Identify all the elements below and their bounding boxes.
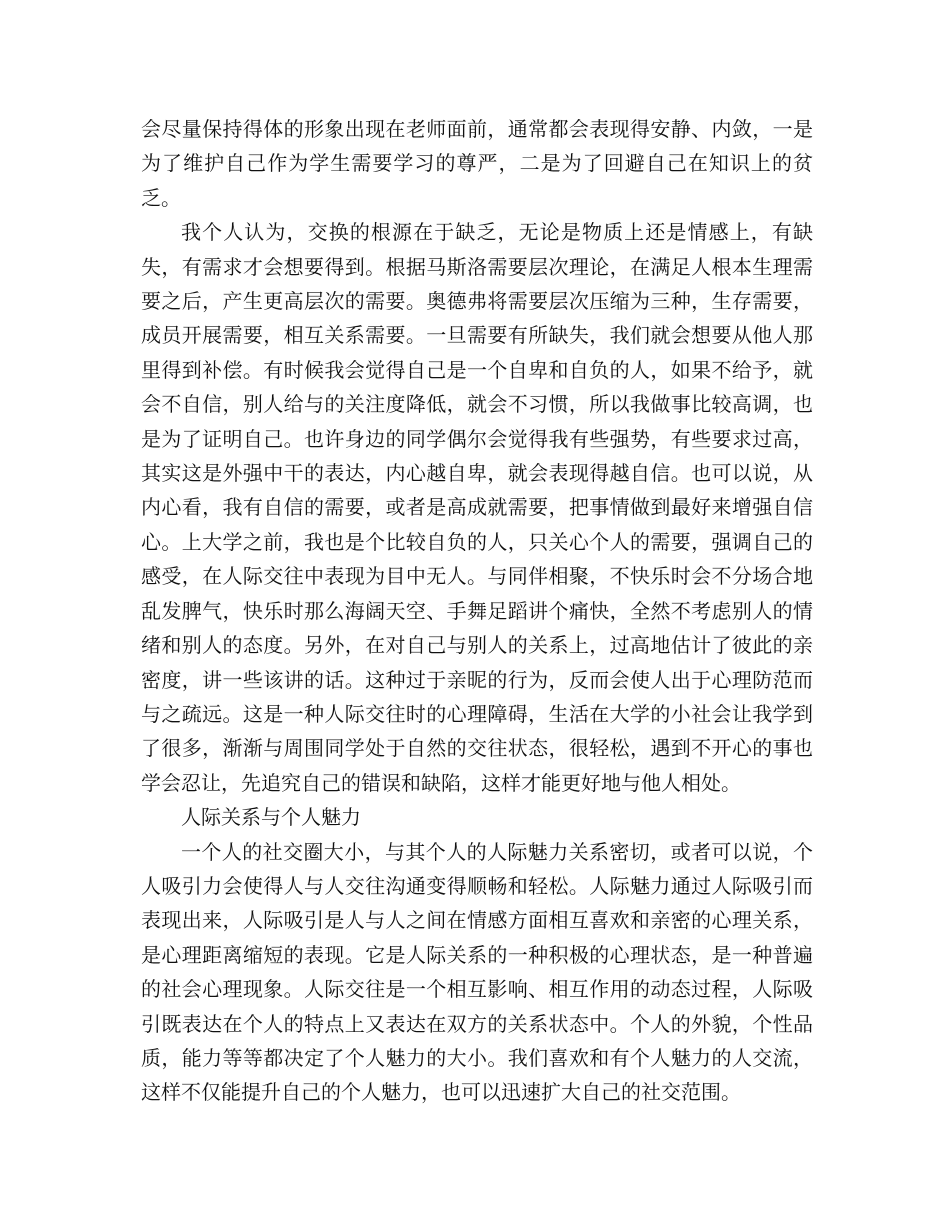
paragraph-personal-charm: 一个人的社交圈大小，与其个人的人际魅力关系密切，或者可以说，个人吸引力会使得人与人交往沟通变得顺畅和轻松。人际魅力通过人际吸引而表现出来，人际吸引是人与人之间在情感方面相互喜欢和亲密的心理关系，是心理距离缩短的表现。它是人际关系的一种积极的心理状态，是一种普遍的社会心理现象。人际交往是一个相互影响、相互作用的动态过程，人际吸引既表达在个人的特点上又表达在双方的关系状态中。个人的外貌，个性品质，能力等等都决定了个人魅力的大小。我们喜欢和有个人魅力的人交流，这样不仅能提升自己的个人魅力，也可以迅速扩大自己的社交范围。: [141, 839, 813, 1105]
paragraph-exchange-and-needs: 我个人认为，交换的根源在于缺乏，无论是物质上还是情感上，有缺失，有需求才会想要得到。根据马斯洛需要层次理论，在满足人根本生理需要之后，产生更高层次的需要。奥德弗将需要层次压缩为三种，生存需要，成员开展需要，相互关系需要。一旦需要有所缺失，我们就会想要从他人那里得到补偿。有时候我会觉得自己是一个自卑和自负的人，如果不给予，就会不自信，别人给与的关注度降低，就会不习惯，所以我做事比较高调，也是为了证明自己。也许身边的同学偶尔会觉得我有些强势，有些要求过高，其实这是外强中干的表达，内心越自卑，就会表现得越自信。也可以说，从内心看，我有自信的需要，或者是高成就需要，把事情做到最好来增强自信心。上大学之前，我也是个比较自负的人，只关心个人的需要，强调自己的感受，在人际交往中表现为目中无人。与同伴相聚，不快乐时会不分场合地乱发脾气，快乐时那么海阔天空、手舞足蹈讲个痛快，全然不考虑别人的情绪和别人的态度。另外，在对自己与别人的关系上，过高地估计了彼此的亲密度，讲一些该讲的话。这种过于亲昵的行为，反而会使人出于心理防范而与之疏远。这是一种人际交往时的心理障碍，生活在大学的小社会让我学到了很多，渐渐与周围同学处于自然的交往状态，很轻松，遇到不开心的事也学会忍让，先追究自己的错误和缺陷，这样才能更好地与他人相处。: [141, 220, 813, 795]
paragraph-continuation: 会尽量保持得体的形象出现在老师面前，通常都会表现得安静、内敛，一是为了维护自己作为学生需要学习的尊严，二是为了回避自己在知识上的贫乏。: [141, 117, 813, 210]
section-heading: 人际关系与个人魅力: [181, 805, 361, 830]
document-body: [141, 112, 813, 1110]
